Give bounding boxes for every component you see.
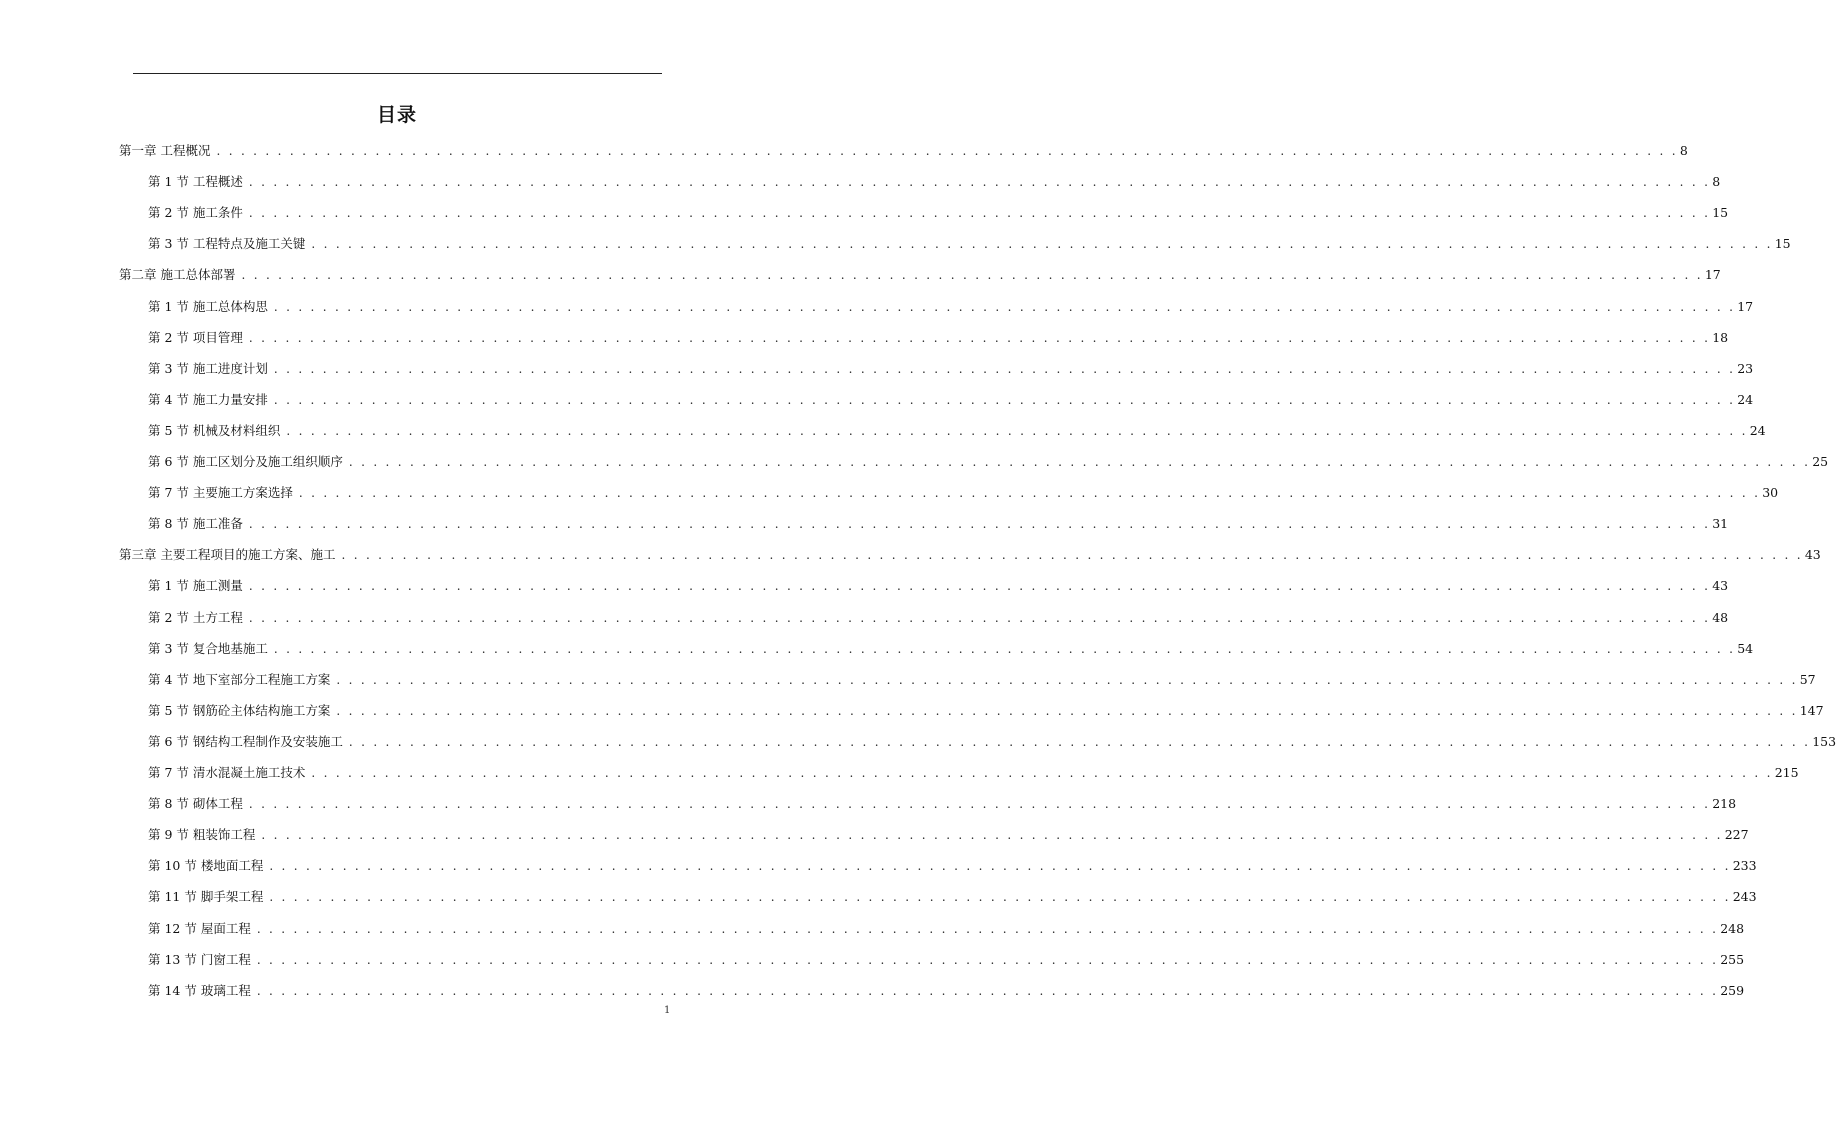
- toc-entry-label: 第一章 工程概况: [119, 143, 211, 158]
- toc-entry-label: 第 10 节 楼地面工程: [148, 858, 264, 874]
- dot-leader: . . . . . . . . . . . . . . . . . . . . . . . . . . . . . . . . . . . . . . . . . . . . . . . . . . . . . . . . . . . . . . . . . . . . . . . . . . . . . . . . . . . . . . . . . . . . . . . . . . . . . . . . . . . . . . . . . . . . . . . .: [273, 392, 1736, 407]
- toc-section-entry[interactable]: [148, 203, 1729, 223]
- toc-entry-page-number: 243: [1732, 889, 1757, 905]
- toc-entry-label: 第 14 节 玻璃工程: [148, 982, 251, 998]
- toc-entry-page-number: 31: [1712, 516, 1729, 532]
- toc-section-entry[interactable]: [148, 608, 1729, 628]
- toc-entry-page-number: 18: [1712, 329, 1729, 345]
- toc-chapter-entry[interactable]: [119, 265, 1721, 285]
- dot-leader: . . . . . . . . . . . . . . . . . . . . . . . . . . . . . . . . . . . . . . . . . . . . . . . . . . . . . . . . . . . . . . . . . . . . . . . . . . . . . . . . . . . . . . . . . . . . . . . . . . . . . . . . . . . . . . . . . . . . . . . .: [216, 144, 1678, 158]
- dot-leader: . . . . . . . . . . . . . . . . . . . . . . . . . . . . . . . . . . . . . . . . . . . . . . . . . . . . . . . . . . . . . . . . . . . . . . . . . . . . . . . . . . . . . . . . . . . . . . . . . . . . . . . . . . . . . . . . . . . . . . . .: [261, 828, 1723, 843]
- toc-entry-page-number: 43: [1712, 578, 1729, 594]
- dot-leader: . . . . . . . . . . . . . . . . . . . . . . . . . . . . . . . . . . . . . . . . . . . . . . . . . . . . . . . . . . . . . . . . . . . . . . . . . . . . . . . . . . . . . . . . . . . . . . . . . . . . . . . . . . . . . . . . . . . . . . . .: [273, 641, 1736, 656]
- toc-chapter-entry[interactable]: [119, 545, 1821, 565]
- toc-entry-page-number: 54: [1737, 640, 1754, 656]
- dot-leader: . . . . . . . . . . . . . . . . . . . . . . . . . . . . . . . . . . . . . . . . . . . . . . . . . . . . . . . . . . . . . . . . . . . . . . . . . . . . . . . . . . . . . . . . . . . . . . . . . . . . . . . . . . . . . . . . . . . . . . . .: [241, 268, 1703, 283]
- dot-leader: . . . . . . . . . . . . . . . . . . . . . . . . . . . . . . . . . . . . . . . . . . . . . . . . . . . . . . . . . . . . . . . . . . . . . . . . . . . . . . . . . . . . . . . . . . . . . . . . . . . . . . . . . . . . . . . . . . . . . . . .: [248, 330, 1711, 345]
- toc-entry-label: 第 2 节 项目管理: [148, 329, 243, 345]
- toc-entry-page-number: 48: [1712, 609, 1729, 625]
- dot-leader: . . . . . . . . . . . . . . . . . . . . . . . . . . . . . . . . . . . . . . . . . . . . . . . . . . . . . . . . . . . . . . . . . . . . . . . . . . . . . . . . . . . . . . . . . . . . . . . . . . . . . . . . . . . . . . . . . . . . . . . .: [311, 766, 1773, 780]
- toc-section-entry[interactable]: [148, 359, 1754, 379]
- toc-entry-page-number: 17: [1737, 298, 1754, 314]
- toc-entry-page-number: 24: [1737, 391, 1754, 407]
- toc-entry-page-number: 147: [1799, 702, 1824, 718]
- toc-section-entry[interactable]: [148, 297, 1754, 317]
- toc-section-entry[interactable]: [148, 234, 1791, 254]
- toc-section-entry[interactable]: [148, 328, 1729, 348]
- toc-section-entry[interactable]: [148, 763, 1799, 783]
- dot-leader: . . . . . . . . . . . . . . . . . . . . . . . . . . . . . . . . . . . . . . . . . . . . . . . . . . . . . . . . . . . . . . . . . . . . . . . . . . . . . . . . . . . . . . . . . . . . . . . . . . . . . . . . . . . . . . . . . . . . . . . .: [273, 361, 1736, 376]
- toc-chapter-entry[interactable]: [119, 141, 1688, 161]
- toc-entry-page-number: 227: [1724, 827, 1749, 843]
- toc-section-entry[interactable]: [148, 981, 1745, 1001]
- toc-section-entry[interactable]: [148, 172, 1721, 192]
- toc-entry-label: 第三章 主要工程项目的施工方案、施工: [119, 547, 336, 563]
- toc-entry-label: 第 13 节 门窗工程: [148, 951, 251, 967]
- toc-entry-page-number: 24: [1749, 422, 1766, 438]
- toc-section-entry[interactable]: [148, 670, 1816, 690]
- dot-leader: . . . . . . . . . . . . . . . . . . . . . . . . . . . . . . . . . . . . . . . . . . . . . . . . . . . . . . . . . . . . . . . . . . . . . . . . . . . . . . . . . . . . . . . . . . . . . . . . . . . . . . . . . . . . . . . . . . . . . . . .: [336, 703, 1798, 718]
- toc-entry-label: 第 7 节 清水混凝土施工技术: [148, 765, 306, 780]
- dot-leader: . . . . . . . . . . . . . . . . . . . . . . . . . . . . . . . . . . . . . . . . . . . . . . . . . . . . . . . . . . . . . . . . . . . . . . . . . . . . . . . . . . . . . . . . . . . . . . . . . . . . . . . . . . . . . . . . . . . . . . . .: [248, 517, 1711, 532]
- toc-entry-page-number: 8: [1679, 143, 1688, 158]
- toc-entry-page-number: 8: [1712, 174, 1721, 190]
- toc-section-entry[interactable]: [148, 794, 1737, 814]
- toc-entry-label: 第 1 节 工程概述: [148, 174, 243, 190]
- toc-entry-label: 第 5 节 钢筋砼主体结构施工方案: [148, 702, 331, 718]
- toc-section-entry[interactable]: [148, 887, 1757, 907]
- dot-leader: . . . . . . . . . . . . . . . . . . . . . . . . . . . . . . . . . . . . . . . . . . . . . . . . . . . . . . . . . . . . . . . . . . . . . . . . . . . . . . . . . . . . . . . . . . . . . . . . . . . . . . . . . . . . . . . . . . . . . . . .: [248, 797, 1711, 812]
- toc-entry-page-number: 218: [1712, 796, 1737, 812]
- toc-section-entry[interactable]: [148, 639, 1754, 659]
- toc-entry-label: 第 2 节 施工条件: [148, 205, 243, 221]
- toc-entry-label: 第 11 节 脚手架工程: [148, 889, 264, 905]
- toc-section-entry[interactable]: [148, 390, 1754, 410]
- toc-entry-page-number: 233: [1732, 858, 1757, 874]
- dot-leader: . . . . . . . . . . . . . . . . . . . . . . . . . . . . . . . . . . . . . . . . . . . . . . . . . . . . . . . . . . . . . . . . . . . . . . . . . . . . . . . . . . . . . . . . . . . . . . . . . . . . . . . . . . . . . . . . . . . . . . . .: [273, 299, 1736, 314]
- toc-section-entry[interactable]: [148, 421, 1766, 441]
- dot-leader: . . . . . . . . . . . . . . . . . . . . . . . . . . . . . . . . . . . . . . . . . . . . . . . . . . . . . . . . . . . . . . . . . . . . . . . . . . . . . . . . . . . . . . . . . . . . . . . . . . . . . . . . . . . . . . . . . . . . . . . .: [269, 859, 1731, 874]
- toc-entry-label: 第二章 施工总体部署: [119, 267, 236, 283]
- toc-entry-page-number: 15: [1774, 236, 1791, 252]
- toc-entry-page-number: 248: [1720, 920, 1745, 936]
- dot-leader: . . . . . . . . . . . . . . . . . . . . . . . . . . . . . . . . . . . . . . . . . . . . . . . . . . . . . . . . . . . . . . . . . . . . . . . . . . . . . . . . . . . . . . . . . . . . . . . . . . . . . . . . . . . . . . . . . . . . . . . .: [248, 175, 1711, 190]
- toc-entry-page-number: 25: [1812, 454, 1829, 469]
- toc-entry-label: 第 2 节 土方工程: [148, 609, 243, 625]
- dot-leader: . . . . . . . . . . . . . . . . . . . . . . . . . . . . . . . . . . . . . . . . . . . . . . . . . . . . . . . . . . . . . . . . . . . . . . . . . . . . . . . . . . . . . . . . . . . . . . . . . . . . . . . . . . . . . . . . . . . . . . . .: [256, 952, 1719, 967]
- toc-entry-label: 第 1 节 施工总体构思: [148, 298, 268, 314]
- toc-entry-label: 第 3 节 施工进度计划: [148, 360, 268, 376]
- dot-leader: . . . . . . . . . . . . . . . . . . . . . . . . . . . . . . . . . . . . . . . . . . . . . . . . . . . . . . . . . . . . . . . . . . . . . . . . . . . . . . . . . . . . . . . . . . . . . . . . . . . . . . . . . . . . . . . . . . . . . . . .: [256, 921, 1719, 936]
- toc-entry-page-number: 43: [1804, 547, 1821, 563]
- toc-entry-label: 第 5 节 机械及材料组织: [148, 422, 281, 438]
- dot-leader: . . . . . . . . . . . . . . . . . . . . . . . . . . . . . . . . . . . . . . . . . . . . . . . . . . . . . . . . . . . . . . . . . . . . . . . . . . . . . . . . . . . . . . . . . . . . . . . . . . . . . . . . . . . . . . . . . . . . . . . .: [248, 206, 1711, 221]
- page-number: 1: [664, 1005, 671, 1016]
- toc-entry-page-number: 255: [1720, 951, 1745, 967]
- toc-entry-label: 第 12 节 屋面工程: [148, 920, 251, 936]
- toc-entry-label: 第 4 节 施工力量安排: [148, 391, 268, 407]
- dot-leader: . . . . . . . . . . . . . . . . . . . . . . . . . . . . . . . . . . . . . . . . . . . . . . . . . . . . . . . . . . . . . . . . . . . . . . . . . . . . . . . . . . . . . . . . . . . . . . . . . . . . . . . . . . . . . . . . . . . . . . . .: [248, 610, 1711, 625]
- dot-leader: . . . . . . . . . . . . . . . . . . . . . . . . . . . . . . . . . . . . . . . . . . . . . . . . . . . . . . . . . . . . . . . . . . . . . . . . . . . . . . . . . . . . . . . . . . . . . . . . . . . . . . . . . . . . . . . . . . . . . . . .: [341, 548, 1803, 563]
- toc-section-entry[interactable]: [148, 856, 1757, 876]
- dot-leader: . . . . . . . . . . . . . . . . . . . . . . . . . . . . . . . . . . . . . . . . . . . . . . . . . . . . . . . . . . . . . . . . . . . . . . . . . . . . . . . . . . . . . . . . . . . . . . . . . . . . . . . . . . . . . . . . . . . . . . . .: [269, 890, 1731, 905]
- toc-section-entry[interactable]: [148, 950, 1745, 970]
- toc-entry-page-number: 23: [1737, 360, 1754, 376]
- toc-entry-page-number: 215: [1774, 765, 1799, 780]
- toc-entry-label: 第 6 节 施工区划分及施工组织顺序: [148, 454, 343, 469]
- toc-entry-label: 第 8 节 施工准备: [148, 516, 243, 532]
- toc-entry-label: 第 8 节 砌体工程: [148, 796, 243, 812]
- toc-section-entry[interactable]: [148, 701, 1824, 721]
- toc-section-entry[interactable]: [148, 514, 1729, 534]
- dot-leader: . . . . . . . . . . . . . . . . . . . . . . . . . . . . . . . . . . . . . . . . . . . . . . . . . . . . . . . . . . . . . . . . . . . . . . . . . . . . . . . . . . . . . . . . . . . . . . . . . . . . . . . . . . . . . . . . . . . . . . . .: [298, 486, 1761, 501]
- toc-entry-page-number: 153: [1812, 733, 1836, 749]
- toc-title: 目录: [376, 104, 417, 126]
- toc-entry-page-number: 15: [1712, 205, 1729, 221]
- toc-section-entry[interactable]: [148, 919, 1745, 939]
- toc-entry-label: 第 7 节 主要施工方案选择: [148, 485, 293, 501]
- dot-leader: . . . . . . . . . . . . . . . . . . . . . . . . . . . . . . . . . . . . . . . . . . . . . . . . . . . . . . . . . . . . . . . . . . . . . . . . . . . . . . . . . . . . . . . . . . . . . . . . . . . . . . . . . . . . . . . . . . . . . . . .: [256, 983, 1719, 998]
- toc-section-entry[interactable]: [148, 825, 1749, 845]
- toc-section-entry[interactable]: [148, 576, 1729, 596]
- dot-leader: . . . . . . . . . . . . . . . . . . . . . . . . . . . . . . . . . . . . . . . . . . . . . . . . . . . . . . . . . . . . . . . . . . . . . . . . . . . . . . . . . . . . . . . . . . . . . . . . . . . . . . . . . . . . . . . . . . . . . . . .: [286, 423, 1748, 438]
- dot-leader: . . . . . . . . . . . . . . . . . . . . . . . . . . . . . . . . . . . . . . . . . . . . . . . . . . . . . . . . . . . . . . . . . . . . . . . . . . . . . . . . . . . . . . . . . . . . . . . . . . . . . . . . . . . . . . . . . . . . . . . .: [348, 734, 1811, 749]
- toc-section-entry[interactable]: [148, 732, 1836, 752]
- dot-leader: . . . . . . . . . . . . . . . . . . . . . . . . . . . . . . . . . . . . . . . . . . . . . . . . . . . . . . . . . . . . . . . . . . . . . . . . . . . . . . . . . . . . . . . . . . . . . . . . . . . . . . . . . . . . . . . . . . . . . . . .: [336, 672, 1798, 687]
- dot-leader: . . . . . . . . . . . . . . . . . . . . . . . . . . . . . . . . . . . . . . . . . . . . . . . . . . . . . . . . . . . . . . . . . . . . . . . . . . . . . . . . . . . . . . . . . . . . . . . . . . . . . . . . . . . . . . . . . . . . . . . .: [248, 579, 1711, 594]
- toc-entry-label: 第 4 节 地下室部分工程施工方案: [148, 671, 331, 687]
- dot-leader: . . . . . . . . . . . . . . . . . . . . . . . . . . . . . . . . . . . . . . . . . . . . . . . . . . . . . . . . . . . . . . . . . . . . . . . . . . . . . . . . . . . . . . . . . . . . . . . . . . . . . . . . . . . . . . . . . . . . . . . .: [348, 455, 1811, 469]
- toc-entry-page-number: 259: [1720, 982, 1745, 998]
- toc-section-entry[interactable]: [148, 483, 1779, 503]
- toc-entry-page-number: 57: [1799, 671, 1816, 687]
- toc-entry-label: 第 3 节 复合地基施工: [148, 640, 268, 656]
- toc-entry-page-number: 17: [1704, 267, 1721, 283]
- toc-entry-label: 第 9 节 粗装饰工程: [148, 827, 256, 843]
- header-rule: [133, 73, 662, 74]
- toc-entry-label: 第 3 节 工程特点及施工关键: [148, 236, 306, 252]
- toc-entry-page-number: 30: [1762, 485, 1779, 501]
- toc-entry-label: 第 1 节 施工测量: [148, 578, 243, 594]
- toc-section-entry[interactable]: [148, 452, 1829, 472]
- dot-leader: . . . . . . . . . . . . . . . . . . . . . . . . . . . . . . . . . . . . . . . . . . . . . . . . . . . . . . . . . . . . . . . . . . . . . . . . . . . . . . . . . . . . . . . . . . . . . . . . . . . . . . . . . . . . . . . . . . . . . . . .: [311, 237, 1773, 252]
- toc-entry-label: 第 6 节 钢结构工程制作及安装施工: [148, 733, 343, 749]
